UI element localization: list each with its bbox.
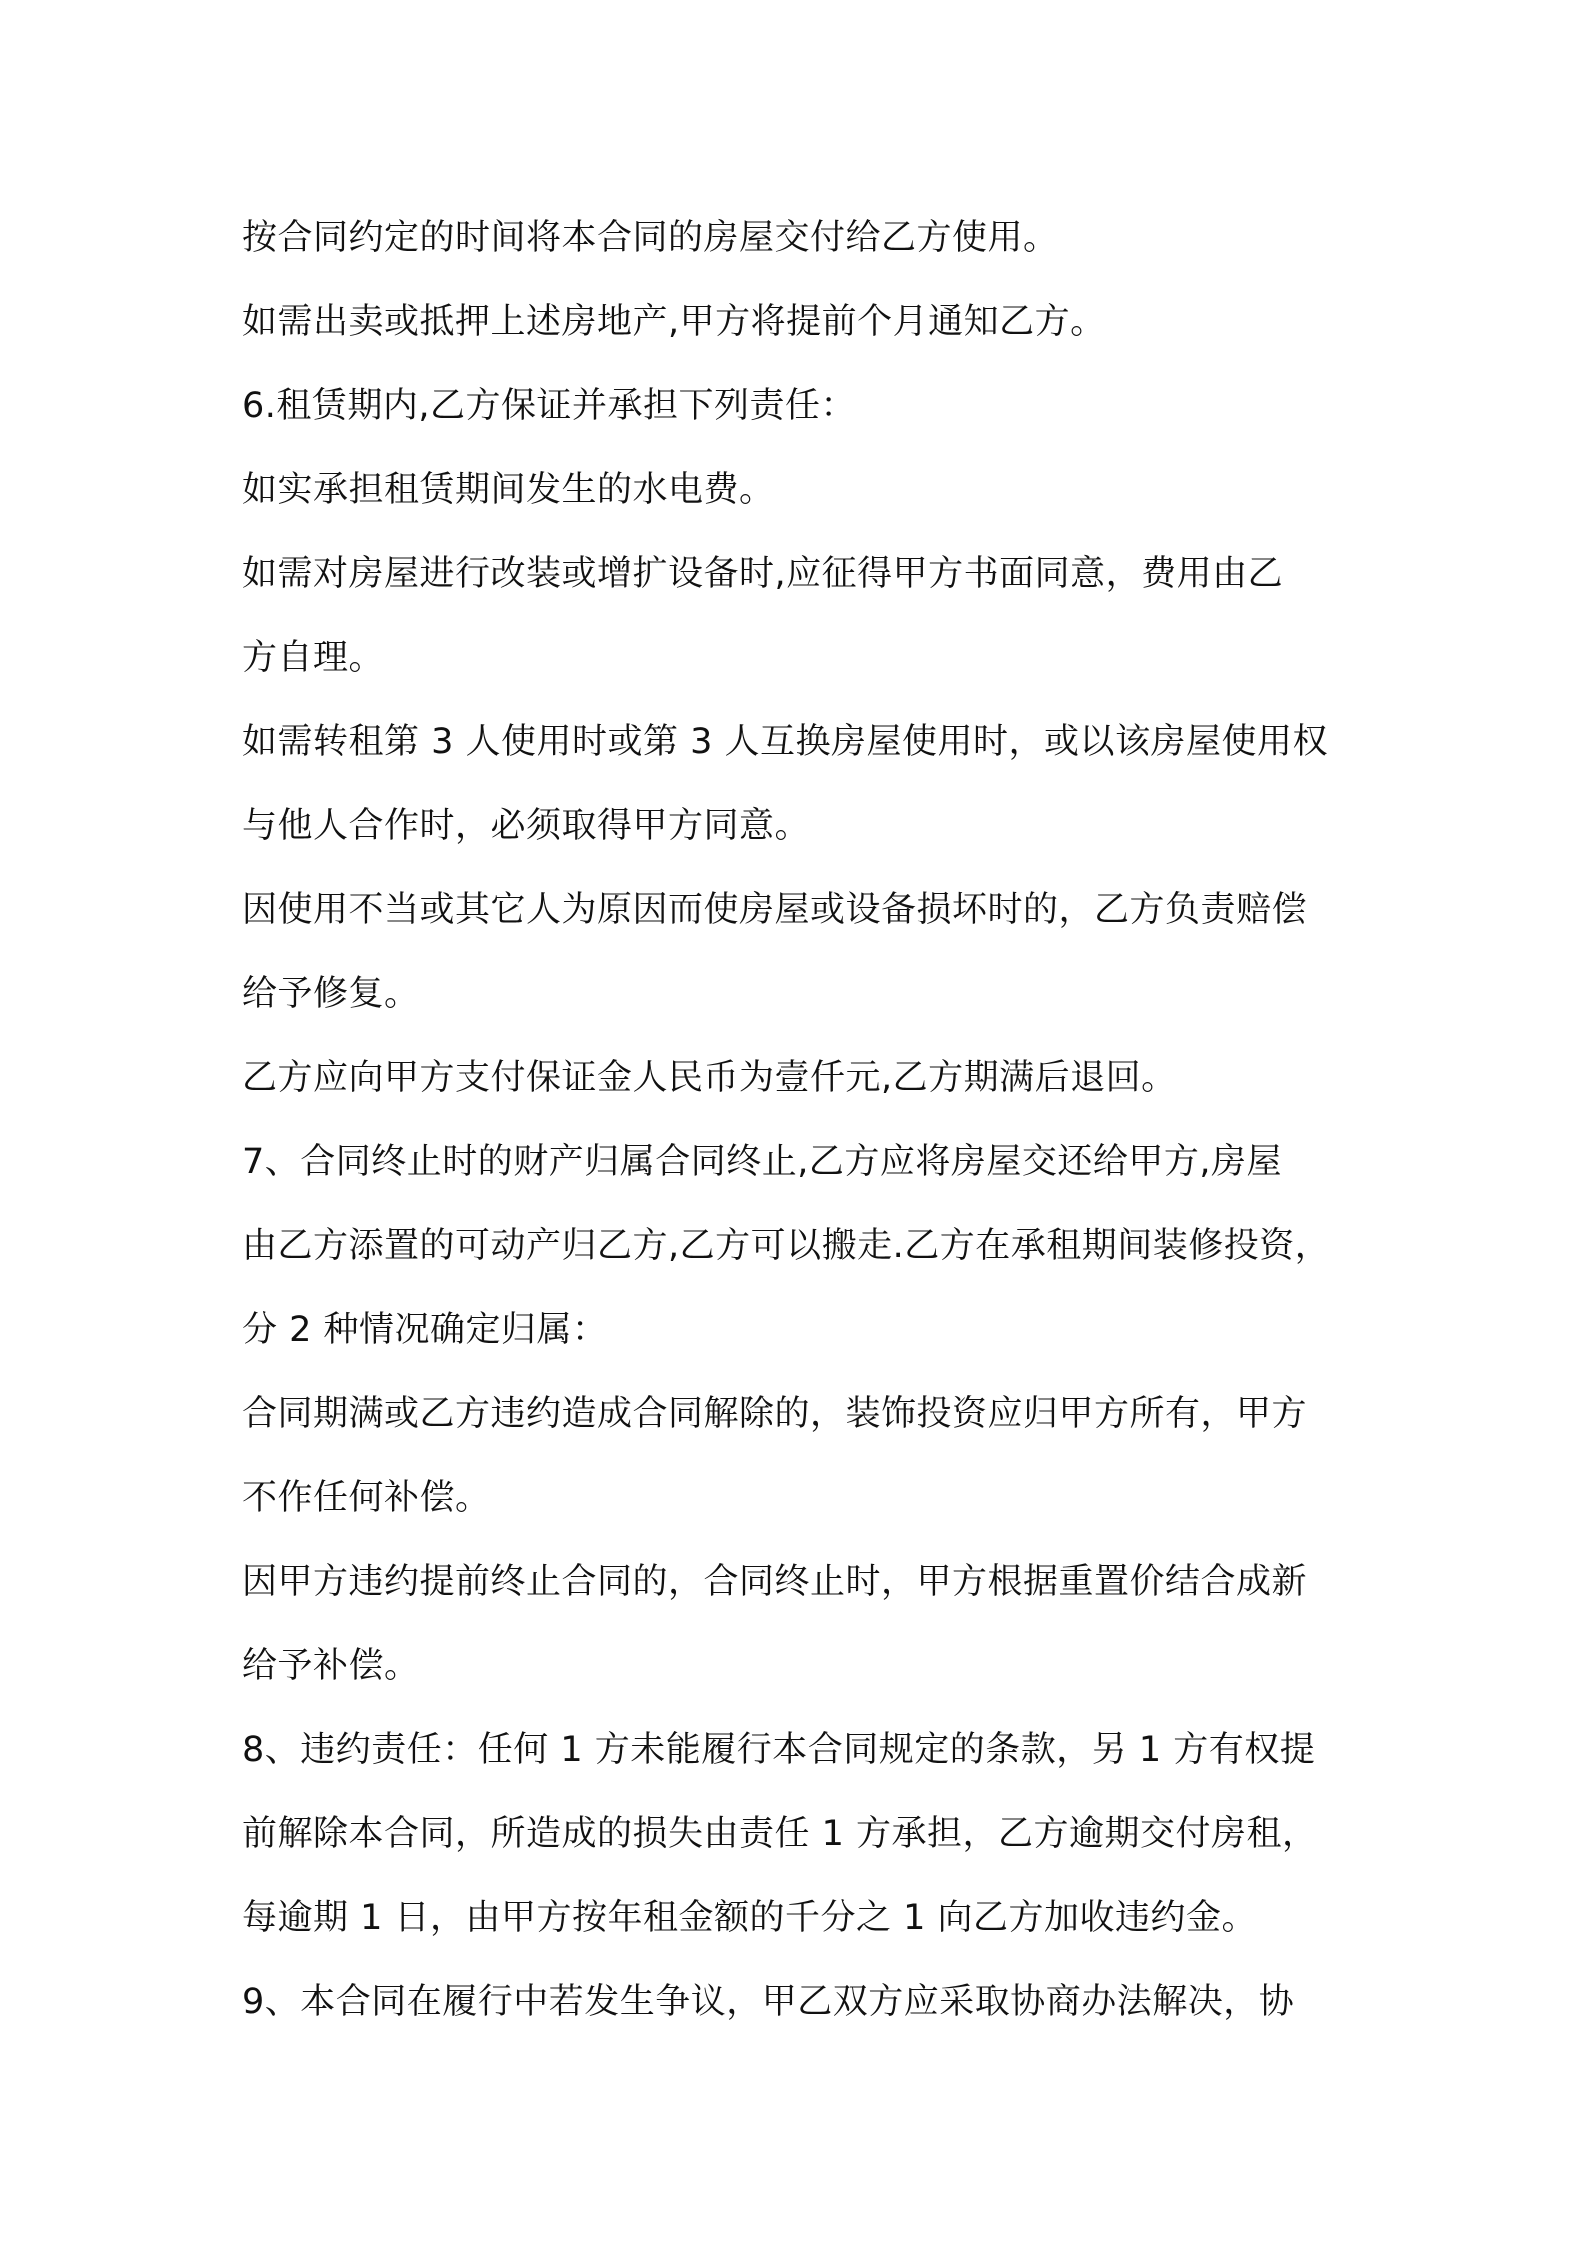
contract-text-body [242, 196, 1372, 2044]
text-line: 如实承担租赁期间发生的水电费。 [242, 470, 775, 510]
text-line: 因甲方违约提前终止合同的，合同终止时，甲方根据重置价结合成新 [242, 1562, 1308, 1602]
text-line: 每逾期 1 日，由甲方按年租金额的千分之 1 向乙方加收违约金。 [242, 1898, 1258, 1938]
text-line: 如需对房屋进行改装或增扩设备时,应征得甲方书面同意，费用由乙 [242, 554, 1284, 594]
text-line: 不作任何补偿。 [242, 1478, 491, 1518]
text-line: 前解除本合同，所造成的损失由责任 1 方承担，乙方逾期交付房租， [242, 1814, 1318, 1854]
text-line: 按合同约定的时间将本合同的房屋交付给乙方使用。 [242, 218, 1059, 258]
text-line: 9、本合同在履行中若发生争议，甲乙双方应采取协商办法解决，协 [242, 1982, 1295, 2022]
text-line: 如需出卖或抵押上述房地产,甲方将提前个月通知乙方。 [242, 302, 1106, 342]
text-line: 给予修复。 [242, 974, 420, 1014]
text-line: 8、违约责任：任何 1 方未能履行本合同规定的条款，另 1 方有权提 [242, 1730, 1316, 1770]
text-line: 分 2 种情况确定归属： [242, 1310, 608, 1350]
text-line: 与他人合作时，必须取得甲方同意。 [242, 806, 811, 846]
text-line: 因使用不当或其它人为原因而使房屋或设备损坏时的，乙方负责赔偿 [242, 890, 1308, 930]
text-line: 7、合同终止时的财产归属合同终止,乙方应将房屋交还给甲方,房屋 [242, 1142, 1283, 1182]
text-line: 方自理。 [242, 638, 385, 678]
text-line: 由乙方添置的可动产归乙方,乙方可以搬走.乙方在承租期间装修投资， [242, 1226, 1331, 1266]
text-line: 6.租赁期内,乙方保证并承担下列责任： [242, 386, 857, 426]
text-line: 合同期满或乙方违约造成合同解除的，装饰投资应归甲方所有，甲方 [242, 1394, 1308, 1434]
text-line: 如需转租第 3 人使用时或第 3 人互换房屋使用时，或以该房屋使用权 [242, 722, 1329, 762]
text-line: 乙方应向甲方支付保证金人民币为壹仟元,乙方期满后退回。 [242, 1058, 1177, 1098]
text-line: 给予补偿。 [242, 1646, 420, 1686]
